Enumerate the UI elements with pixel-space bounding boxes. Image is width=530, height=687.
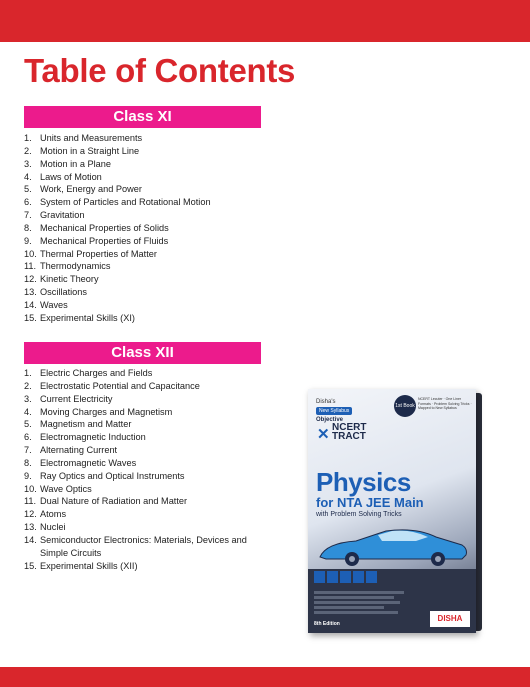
toc-item-title: Moving Charges and Magnetism <box>40 406 173 417</box>
book-feature-lines <box>314 589 414 616</box>
toc-item <box>24 222 269 235</box>
book-edition: 8th Edition <box>314 621 340 627</box>
toc-item-number: 6. <box>24 197 32 208</box>
toc-item <box>24 260 269 273</box>
toc-item-number: 12. <box>24 274 37 285</box>
book-tract-line: TRACT <box>332 431 366 442</box>
book-badge: New Syllabus <box>316 407 352 415</box>
toc-item <box>24 196 269 209</box>
toc-item-number: 10. <box>24 248 37 259</box>
toc-item-number: 11. <box>24 261 37 272</box>
toc-item-number: 3. <box>24 158 32 169</box>
toc-item-number: 4. <box>24 171 32 182</box>
toc-item <box>24 171 269 184</box>
toc-item-number: 3. <box>24 393 32 404</box>
toc-item <box>24 457 269 470</box>
class-xii-list <box>24 367 269 573</box>
toc-item-number: 11. <box>24 496 37 507</box>
toc-item-title: Thermodynamics <box>40 261 111 272</box>
toc-item <box>24 158 269 171</box>
toc-item-title: Thermal Properties of Matter <box>40 248 157 259</box>
bottom-red-bar <box>0 667 530 687</box>
book-tagline: with Problem Solving Tricks <box>316 511 402 518</box>
toc-item-title: Units and Measurements <box>40 133 143 143</box>
toc-item <box>24 273 269 286</box>
toc-item <box>24 299 269 312</box>
toc-item-title: Wave Optics <box>40 483 92 494</box>
toc-item-number: 6. <box>24 432 32 443</box>
book-notes: NCERT Lecuter · One Liner Formats · Problem Solving Tricks · Mapped to New Syllabus <box>418 397 472 411</box>
book-cover <box>308 389 476 633</box>
toc-item-number: 5. <box>24 184 32 195</box>
toc-item <box>24 483 269 496</box>
feature-box <box>353 571 364 583</box>
toc-item-title: Electric Charges and Fields <box>40 368 153 378</box>
toc-item-number: 7. <box>24 210 32 221</box>
toc-item <box>24 286 269 299</box>
book-ncert <box>332 423 366 441</box>
book-seal: 1st Book <box>394 395 416 417</box>
toc-item-title: Kinetic Theory <box>40 274 99 285</box>
toc-item-title: Oscillations <box>40 287 87 298</box>
toc-item-title: Current Electricity <box>40 393 113 404</box>
toc-item <box>24 367 269 380</box>
toc-item-number: 10. <box>24 483 37 494</box>
toc-item <box>24 418 269 431</box>
toc-item-number: 1. <box>24 133 32 143</box>
toc-item <box>24 380 269 393</box>
toc-item-number: 8. <box>24 457 32 468</box>
toc-item-title: Dual Nature of Radiation and Matter <box>40 496 188 507</box>
feature-box <box>366 571 377 583</box>
toc-item-title: Semiconductor Electronics: Materials, Devices and Simple Circuits <box>40 534 247 558</box>
book-brand: Disha's <box>316 399 336 405</box>
toc-item <box>24 235 269 248</box>
toc-item <box>24 132 269 145</box>
toc-item-number: 12. <box>24 509 37 520</box>
toc-item-title: Motion in a Plane <box>40 158 111 169</box>
toc-item-title: Nuclei <box>40 522 66 533</box>
toc-item-number: 15. <box>24 560 37 571</box>
toc-item-title: Mechanical Properties of Fluids <box>40 235 169 246</box>
toc-item-title: Electromagnetic Induction <box>40 432 146 443</box>
toc-item-title: Mechanical Properties of Solids <box>40 222 169 233</box>
class-xi-list <box>24 132 269 325</box>
toc-item-number: 14. <box>24 534 37 545</box>
toc-item-title: Alternating Current <box>40 445 118 456</box>
toc-item-number: 14. <box>24 299 37 310</box>
feature-box <box>327 571 338 583</box>
book-cover-image <box>308 389 476 633</box>
toc-item-number: 1. <box>24 368 32 378</box>
toc-item-title: System of Particles and Rotational Motion <box>40 197 211 208</box>
toc-item <box>24 470 269 483</box>
toc-item <box>24 248 269 261</box>
toc-item-title: Ray Optics and Optical Instruments <box>40 470 185 481</box>
toc-item <box>24 508 269 521</box>
toc-item-number: 4. <box>24 406 32 417</box>
toc-item-title: Electrostatic Potential and Capacitance <box>40 380 200 391</box>
toc-item <box>24 406 269 419</box>
toc-item-number: 5. <box>24 419 32 430</box>
toc-item <box>24 444 269 457</box>
feature-box <box>314 571 325 583</box>
feature-box <box>340 571 351 583</box>
toc-item-title: Experimental Skills (XII) <box>40 560 138 571</box>
top-red-bar <box>0 0 530 42</box>
toc-item <box>24 431 269 444</box>
toc-item-number: 9. <box>24 470 32 481</box>
toc-item-number: 7. <box>24 445 32 456</box>
toc-item <box>24 521 269 534</box>
toc-item <box>24 560 269 573</box>
toc-item <box>24 145 269 158</box>
toc-item-title: Motion in a Straight Line <box>40 145 140 156</box>
toc-item-number: 15. <box>24 312 37 323</box>
car-illustration <box>316 523 470 567</box>
toc-item <box>24 495 269 508</box>
book-ncert-line: NCERT <box>332 422 367 433</box>
toc-item-number: 9. <box>24 235 32 246</box>
toc-item <box>24 183 269 196</box>
toc-item-title: Atoms <box>40 509 67 520</box>
toc-item-number: 8. <box>24 222 32 233</box>
toc-item <box>24 393 269 406</box>
class-xi-header: Class XI <box>24 106 261 128</box>
toc-item-number: 13. <box>24 522 37 533</box>
toc-item-title: Laws of Motion <box>40 171 102 182</box>
toc-item-number: 2. <box>24 145 32 156</box>
toc-item-title: Experimental Skills (XI) <box>40 312 135 323</box>
class-xii-header: Class XII <box>24 342 261 364</box>
toc-item-title: Electromagnetic Waves <box>40 457 137 468</box>
toc-item-title: Magnetism and Matter <box>40 419 132 430</box>
x-logo-icon: ✕ <box>317 426 330 443</box>
toc-item <box>24 209 269 222</box>
toc-item-title: Gravitation <box>40 210 85 221</box>
toc-item <box>24 534 269 560</box>
page-title: Table of Contents <box>24 52 296 89</box>
toc-item-title: Waves <box>40 299 68 310</box>
toc-item-title: Work, Energy and Power <box>40 184 142 195</box>
toc-item-number: 2. <box>24 380 32 391</box>
toc-item <box>24 312 269 325</box>
book-objective: Objective <box>316 417 344 423</box>
book-subtitle: for NTA JEE Main <box>316 495 424 510</box>
toc-item-number: 13. <box>24 287 37 298</box>
book-feature-boxes <box>314 571 377 583</box>
publisher-logo: DISHA <box>430 611 470 627</box>
book-title: Physics <box>316 467 411 497</box>
